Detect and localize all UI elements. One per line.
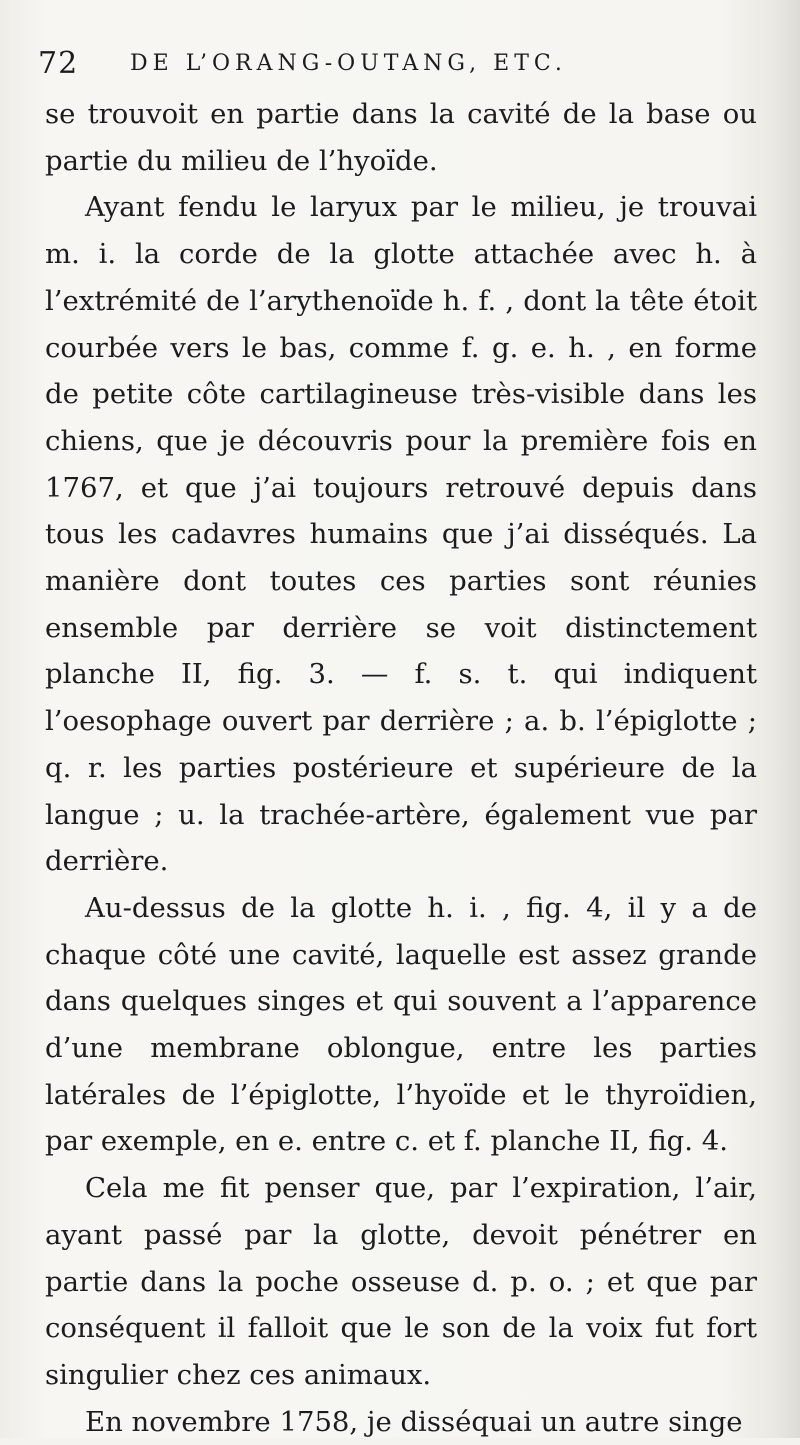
page-number: 72 — [38, 46, 79, 81]
paragraph-november-1758: En novembre 1758, je disséquai un autre singe — [85, 1405, 743, 1438]
body-text — [45, 91, 757, 1445]
paragraph-expiration: Cela me fit penser que, par l’expiration, l’air, ayant passé par la glotte, devoit pénétrer en partie dans la poche osseuse d. p. o. ; et que par conséquent il falloit que le son de la voix fut fort singulier chez ces animaux. — [45, 1172, 757, 1391]
running-title: DE L’ORANG-OUTANG, ETC. — [130, 51, 567, 76]
paragraph-larynx: Ayant fendu le laryux par le milieu, je trouvai m. i. la corde de la glotte attachée avec h. à l’extrémité de l’arythenoïde h. f. , dont la tête étoit courbée vers le bas, comme f. g. e. h. , en forme de petite côte cartilagineuse très-visible dans les chiens, que je découvris pour la première fois en 1767, et que j’ai toujours retrouvé depuis dans tous les cadavres humains que j’ai disséqués. La manière dont toutes ces parties sont réunies ensemble par derrière se voit distinctement planche II, fig. 3. — f. s. t. qui indiquent l’oesophage ouvert par derrière ; a. b. l’épiglotte ; q. r. les parties postérieure et supérieure de la langue ; u. la trachée-artère, également vue par derrière. — [45, 191, 757, 878]
paragraph-continued: se trouvoit en partie dans la cavité de la base ou partie du milieu de l’hyoïde. — [45, 98, 757, 177]
paragraph-glottis-cavity: Au-dessus de la glotte h. i. , fig. 4, il y a de chaque côté une cavité, laquelle est assez grande dans quelques singes et qui souvent a l’apparence d’une membrane oblongue, entre les parties latérales de l’épiglotte, l’hyoïde et le thyroïdien, par exemple, en e. entre c. et f. planche II, fig. 4. — [45, 891, 757, 1158]
page-header — [38, 46, 758, 82]
